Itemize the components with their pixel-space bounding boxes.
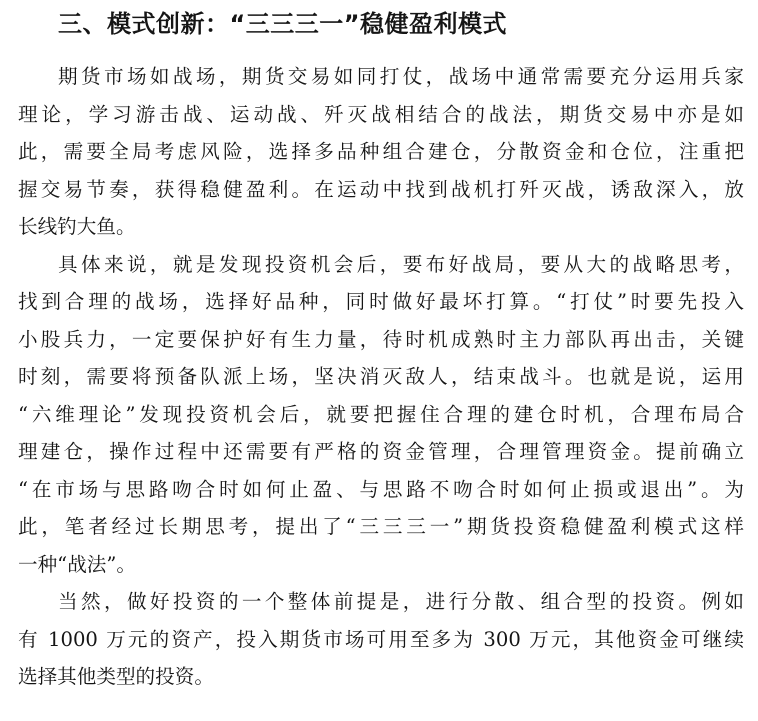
text-line: 握交易节奏，获得稳健盈利。在运动中找到战机打歼灭战，诱敌深入，放 <box>18 177 744 201</box>
text-line: “在市场与思路吻合时如何止盈、与思路不吻合时如何止损或退出”。为 <box>18 477 744 501</box>
paragraph-2 <box>18 246 744 584</box>
paragraph-1 <box>18 58 744 246</box>
text-line: 长线钓大鱼。 <box>18 215 136 238</box>
text-line: 选择其他类型的投资。 <box>18 665 214 688</box>
text-line: 一种“战法”。 <box>18 552 137 576</box>
section-heading: 三、模式创新：“三三三一”稳健盈利模式 <box>58 10 508 38</box>
text-line: 期货市场如战场，期货交易如同打仗，战场中通常需要充分运用兵家 <box>58 65 744 88</box>
text-line: 时刻，需要将预备队派上场，坚决消灭敌人，结束战斗。也就是说，运用 <box>18 365 744 388</box>
text-line: 此，笔者经过长期思考，提出了“三三三一”期货投资稳健盈利模式这样 <box>18 515 744 538</box>
text-line: 理论，学习游击战、运动战、歼灭战相结合的战法，期货交易中亦是如 <box>18 102 744 126</box>
body-text <box>18 58 744 696</box>
text-line: 小股兵力，一定要保护好有生力量，待时机成熟时主力部队再出击，关键 <box>18 327 744 351</box>
text-line: “六维理论”发现投资机会后，就要把握住合理的建仓时机，合理布局合 <box>18 402 744 426</box>
text-line: 找到合理的战场，选择好品种，同时做好最坏打算。“打仗”时要先投入 <box>18 290 744 313</box>
text-line: 具体来说，就是发现投资机会后，要布好战局，要从大的战略思考， <box>58 252 744 276</box>
text-line: 有 1000 万元的资产，投入期货市场可用至多为 300 万元，其他资金可继续 <box>18 627 744 651</box>
paragraph-3 <box>18 583 744 696</box>
text-line: 当然，做好投资的一个整体前提是，进行分散、组合型的投资。例如 <box>58 590 744 613</box>
text-line: 理建仓，操作过程中还需要有严格的资金管理，合理管理资金。提前确立 <box>18 440 744 463</box>
text-line: 此，需要全局考虑风险，选择多品种组合建仓，分散资金和仓位，注重把 <box>18 140 744 163</box>
